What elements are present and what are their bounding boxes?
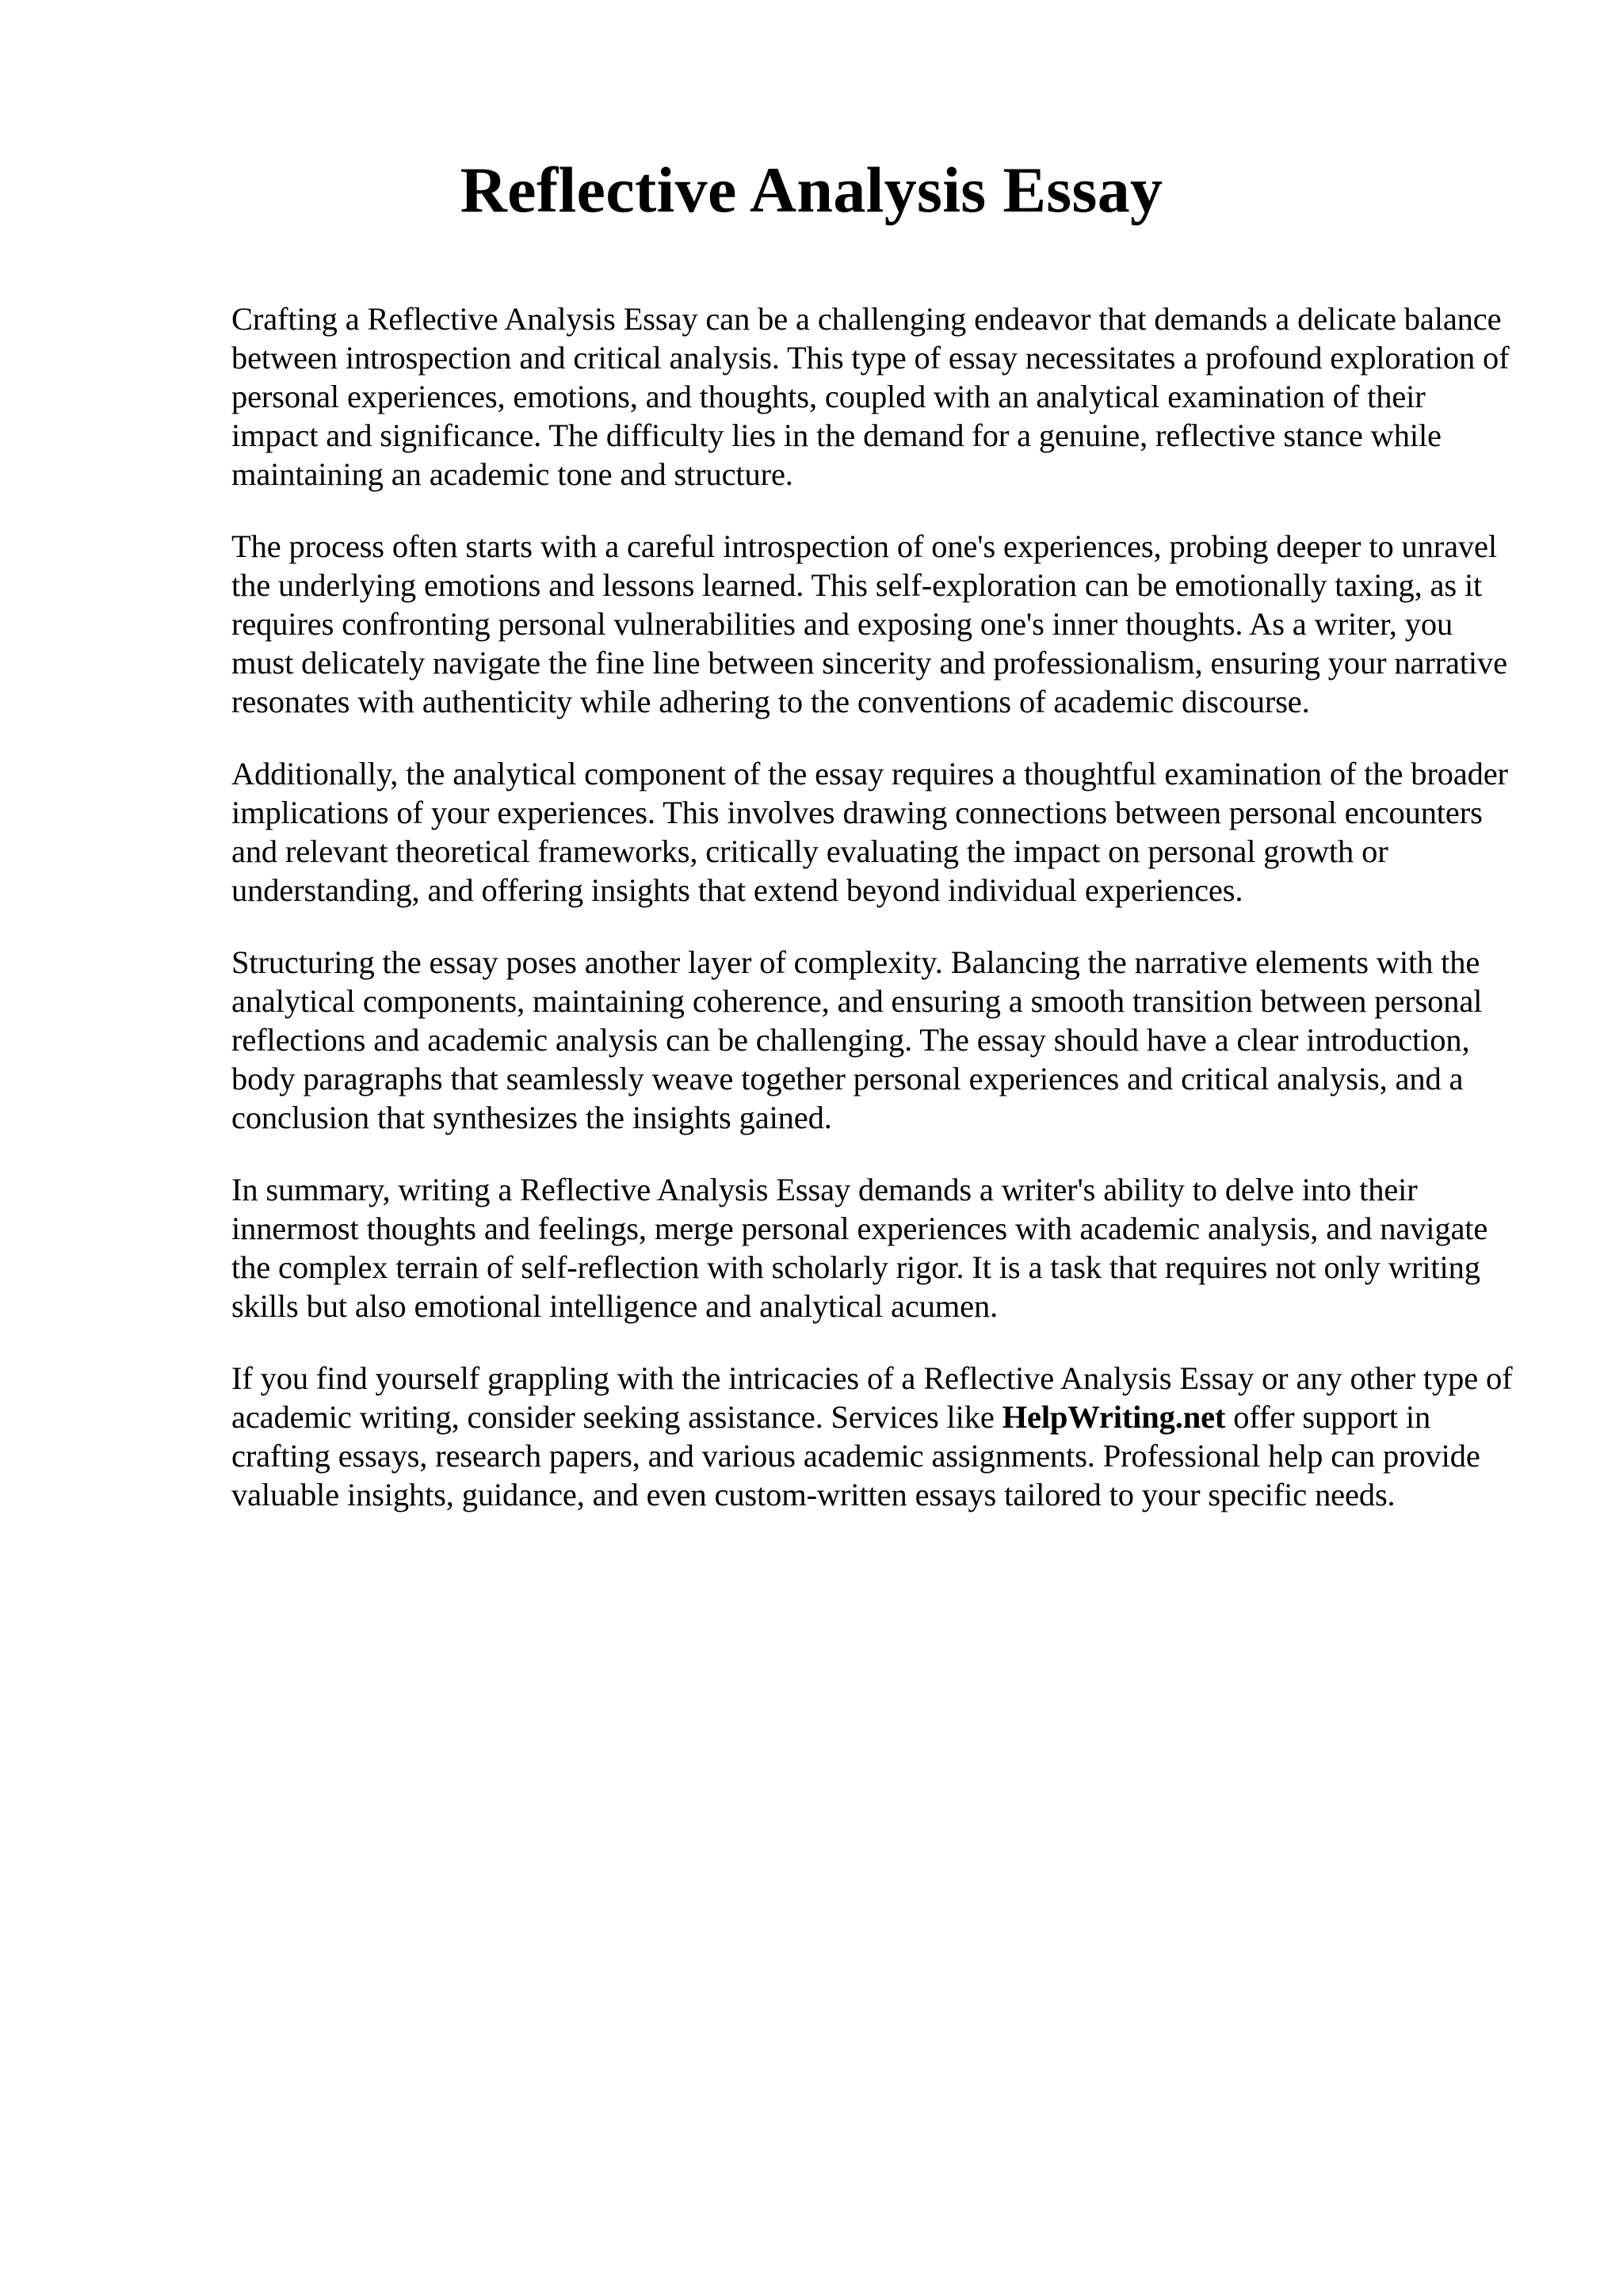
paragraph-6-before-link: If you find yourself grappling with the intricacies of a Reflective Analysis Essay or any other type of academic writing, consider seeking assistance. Services like — [231, 1360, 1513, 1435]
paragraph-4: Structuring the essay poses another layer of complexity. Balancing the narrative elements with the analytical components, maintaining coherence, and ensuring a smooth transition between personal reflections and academic analysis can be challenging. The essay should have a clear introduction, body paragraphs that seamlessly weave together personal experiences and critical analysis, and a conclusion that synthesizes the insights gained. — [231, 944, 1483, 1135]
paragraph-6 — [231, 1359, 1515, 1514]
paragraph-5: In summary, writing a Reflective Analysis Essay demands a writer's ability to delve into their innermost thoughts and feelings, merge personal experiences with academic analysis, and navigate the complex terrain of self-reflection with scholarly rigor. It is a task that requires not only writing skills but also emotional intelligence and analytical acumen. — [231, 1172, 1488, 1324]
page-title: Reflective Analysis Essay — [460, 154, 1163, 226]
essay-body — [231, 299, 1515, 1547]
paragraph-3: Additionally, the analytical component of the essay requires a thoughtful examination of the broader implications of your experiences. This involves drawing connections between personal encounters and relevant theoretical frameworks, critically evaluating the impact on personal growth or understanding, and offering insights that extend beyond individual experiences. — [231, 756, 1508, 908]
helpwriting-link[interactable]: HelpWriting.net — [1002, 1399, 1226, 1435]
paragraph-1: Crafting a Reflective Analysis Essay can be a challenging endeavor that demands a delicate balance between introspection and critical analysis. This type of essay necessitates a profound exploration of personal experiences, emotions, and thoughts, coupled with an analytical examination of their impact and significance. The difficulty lies in the demand for a genuine, reflective stance while maintaining an academic tone and structure. — [231, 301, 1510, 492]
paragraph-6-after-link: offer support in crafting essays, research papers, and various academic assignments. Professional help can provide valuable insights, guidance, and even custom-written essays tailored to your specific needs. — [231, 1399, 1480, 1512]
paragraph-2: The process often starts with a careful introspection of one's experiences, probing deeper to unravel the underlying emotions and lessons learned. This self-exploration can be emotionally taxing, as it requires confronting personal vulnerabilities and exposing one's inner thoughts. As a writer, you must delicately navigate the fine line between sincerity and professionalism, ensuring your narrative resonates with authenticity while adhering to the conventions of academic discourse. — [231, 528, 1507, 719]
